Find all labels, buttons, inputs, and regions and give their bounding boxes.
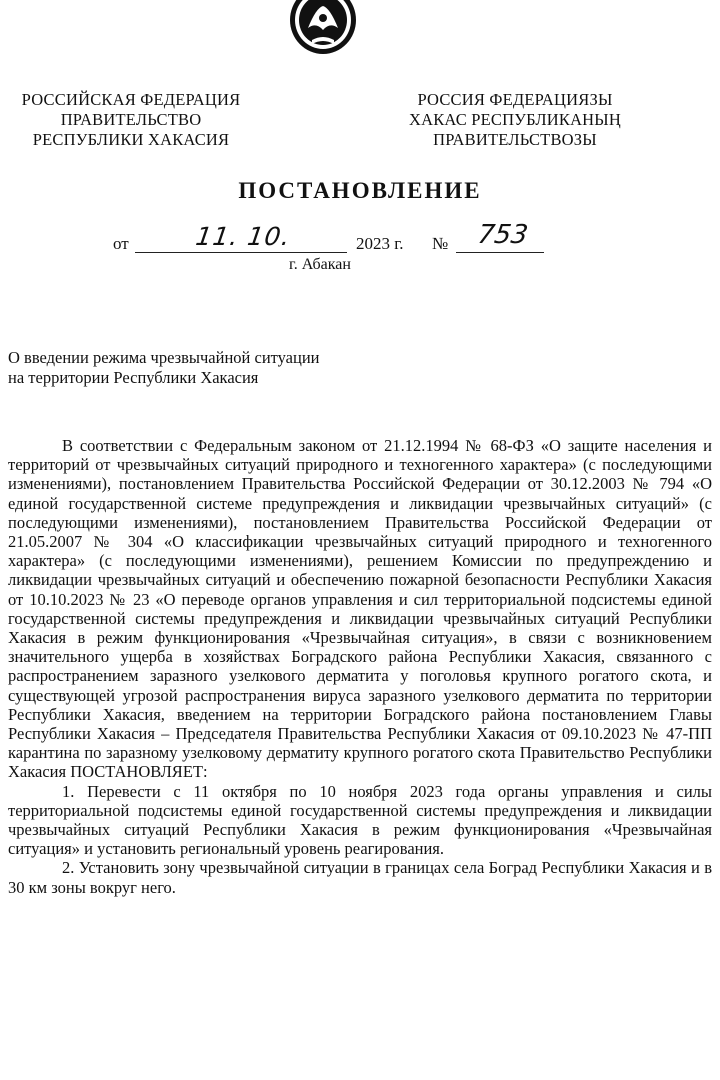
- subject-line: на территории Республики Хакасия: [8, 368, 259, 387]
- header-line: ПРАВИТЕЛЬСТВО: [60, 110, 202, 129]
- number-underline: [456, 252, 544, 253]
- handwritten-number: 753: [475, 220, 530, 250]
- issuer-header-russian: [8, 90, 254, 150]
- header-line: ПРАВИТЕЛЬСТВОЗЫ: [433, 130, 597, 149]
- date-prefix: от: [113, 234, 129, 253]
- document-body: [8, 436, 712, 897]
- subject-line: О введении режима чрезвычайной ситуации: [8, 348, 320, 367]
- header-line: РОССИЙСКАЯ ФЕДЕРАЦИЯ: [21, 90, 241, 109]
- resolution-item-1: 1. Перевести с 11 октября по 10 ноября 2023 года органы управления и силы территориальной подсистемы единой государственной системы предупреждения и ликвидации чрезвычайных ситуаций Республики Хакасия в режим функционирования «Чрезвычайная ситуация» и установить региональный уровень реагирования.: [8, 781, 712, 859]
- coat-of-arms-icon: [286, 0, 360, 56]
- date-number-line: [0, 220, 720, 258]
- header-line: ХАКАС РЕСПУБЛИКАНЫҢ: [408, 110, 622, 129]
- resolution-item-2: 2. Установить зону чрезвычайной ситуации в границах села Боград Республики Хакасия и в 30 км зоны вокруг него.: [8, 858, 712, 897]
- date-underline: [135, 252, 347, 253]
- document-title: ПОСТАНОВЛЕНИЕ: [238, 178, 482, 203]
- document-subject: [8, 348, 508, 388]
- issuer-header-khakas: [392, 90, 638, 150]
- header-line: РЕСПУБЛИКИ ХАКАСИЯ: [32, 130, 230, 149]
- preamble-paragraph: В соответствии с Федеральным законом от 21.12.1994 № 68-ФЗ «О защите населения и территорий от чрезвычайных ситуаций природного и техногенного характера» (с последующими изменениями), постановлением Правительства Российской Федерации от 30.12.2003 № 794 «О единой государственной системе предупреждения и ликвидации чрезвычайных ситуаций» (с последующими изменениями), постановлением Правительства Российской Федерации от 21.05.2007 № 304 «О классификации чрезвычайных ситуаций природного и техногенного характера» (с последующими изменениями), решением Комиссии по предупреждению и ликвидации чрезвычайных ситуаций и обеспечению пожарной безопасности Республики Хакасия от 10.10.2023 № 23 «О переводе органов управления и сил территориальной подсистемы единой государственной системы предупреждения и ликвидации чрезвычайных ситуаций Республики Хакасия в режим функционирования «Чрезвычайная ситуация», в связи с возникновением значительного ущерба в хозяйствах Боградского района Республики Хакасия, связанного с распространением заразного узелкового дерматита у поголовья крупного рогатого скота, и существующей угрозой распространения вируса заразного узелкового дерматита по территории Республики Хакасия, введением на территории Боградского района постановлением Главы Республики Хакасия – Председателя Правительства Республики Хакасия от 09.10.2023 № 47-ПП карантина по заразному узелковому дерматиту крупного рогатого скота Правительство Республики Хакасия ПОСТАНОВЛЯЕТ:: [8, 436, 712, 782]
- handwritten-date: 11. 10.: [193, 222, 293, 251]
- issue-city: г. Абакан: [289, 256, 351, 273]
- date-year: 2023 г.: [356, 234, 404, 253]
- number-sign: №: [432, 234, 449, 253]
- header-line: РОССИЯ ФЕДЕРАЦИЯЗЫ: [417, 90, 613, 109]
